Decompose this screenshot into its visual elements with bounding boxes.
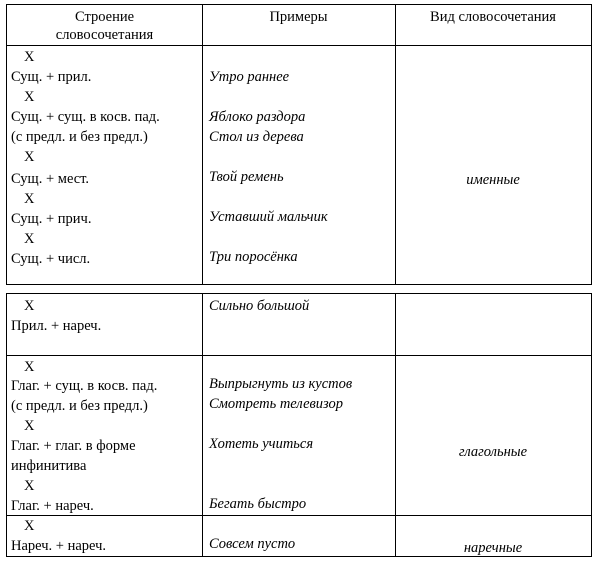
verbal-x3: X [24, 478, 35, 494]
adverbial-x1: X [24, 518, 35, 534]
nominal-example-2a: Яблоко раздора [209, 109, 306, 125]
nominal-x5: X [24, 231, 35, 247]
column-divider-1 [202, 294, 203, 556]
nominal-x1: X [24, 49, 35, 65]
verbal-structure-2b: инфинитива [11, 458, 87, 474]
nominal-example-5: Три поросёнка [209, 249, 298, 265]
column-divider-1 [202, 5, 203, 284]
nominal-structure-5: Сущ. + числ. [11, 251, 91, 267]
nominal-structure-3: Сущ. + мест. [11, 171, 90, 187]
verbal-example-3: Бегать быстро [209, 496, 307, 512]
nominal-example-3: Твой ремень [209, 169, 284, 185]
verbal-structure-3: Глаг. + нареч. [11, 498, 94, 514]
header-examples: Примеры [269, 9, 328, 25]
verbal-x1: X [24, 359, 35, 375]
column-divider-2 [395, 294, 396, 556]
nominal-example-4: Уставший мальчик [209, 209, 328, 225]
nominal-structure-2a: Сущ. + сущ. в косв. пад. [11, 109, 160, 125]
column-divider-2 [395, 5, 396, 284]
verbal-example-2: Хотеть учиться [209, 436, 314, 452]
adverbial-kind: наречные [463, 540, 523, 556]
nominal-x3: X [24, 149, 35, 165]
nominal-table [6, 4, 592, 285]
verbal-structure-2a: Глаг. + глаг. в форме [11, 438, 136, 454]
verbal-structure-1a: Глаг. + сущ. в косв. пад. [11, 378, 158, 394]
nominal-example-1: Утро раннее [209, 69, 290, 85]
adjectival-structure-1: Прил. + нареч. [11, 318, 102, 334]
header-divider [7, 45, 591, 46]
adverbial-structure-1: Нареч. + нареч. [11, 538, 107, 554]
adverbial-example-1: Совсем пусто [209, 536, 296, 552]
verbal-example-1a: Выпрыгнуть из кустов [209, 376, 353, 392]
verbal-x2: X [24, 418, 35, 434]
adjectival-x1: X [24, 298, 35, 314]
nominal-x4: X [24, 191, 35, 207]
nominal-kind: именные [466, 172, 520, 188]
nominal-example-2b: Стол из дерева [209, 129, 304, 145]
adjectival-example-1: Сильно большой [209, 298, 310, 314]
header-structure-line1: Строение [74, 9, 135, 25]
verbal-kind: глагольные [458, 444, 528, 460]
verbal-example-1b: Смотреть телевизор [209, 396, 344, 412]
nominal-structure-1: Сущ. + прил. [11, 69, 92, 85]
header-kind: Вид словосочетания [430, 9, 556, 25]
row-divider-1 [7, 355, 591, 356]
header-structure-line2: словосочетания [55, 27, 154, 43]
verbal-structure-1b: (с предл. и без предл.) [11, 398, 148, 414]
verbal-table [6, 293, 592, 557]
row-divider-2 [7, 515, 591, 516]
nominal-structure-2b: (с предл. и без предл.) [11, 129, 148, 145]
nominal-structure-4: Сущ. + прич. [11, 211, 92, 227]
nominal-x2: X [24, 89, 35, 105]
